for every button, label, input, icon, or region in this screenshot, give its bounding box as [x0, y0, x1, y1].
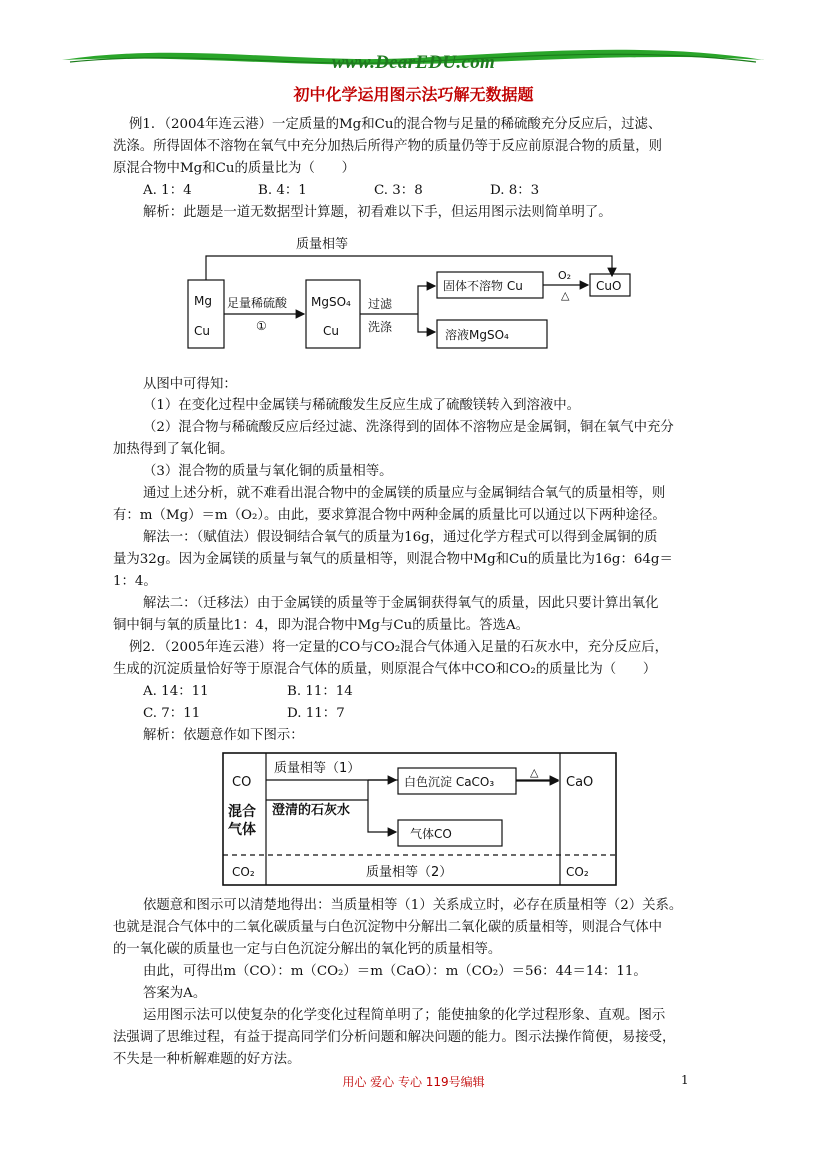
site-brand: www.DearEDU.com	[331, 52, 496, 73]
page-number: 1	[681, 1073, 689, 1087]
text-line: 通过上述分析，就不难看出混合物中的金属镁的质量应与金属铜结合氧气的质量相等，则	[143, 486, 666, 501]
text-line: 洗涤。所得固体不溶物在氧气中充分加热后所得产物的质量仍等于反应前原混合物的质量，则	[113, 139, 663, 154]
d2-cao: CaO	[566, 775, 594, 790]
text-line: 由此，可得出m（CO）：m（CO₂）＝m（CaO）：m（CO₂）＝56：44＝14：11。	[143, 964, 647, 979]
option-a: A. 1：4	[143, 183, 192, 198]
d2-lime: 澄清的石灰水	[272, 803, 351, 818]
text-line: 从图中可得知：	[143, 377, 237, 392]
text-line: 1：4。	[113, 574, 157, 589]
d2-equal1: 质量相等（1）	[274, 761, 361, 776]
diagram-mg-cu	[180, 228, 640, 358]
text-line: 有：m（Mg）＝m（O₂）。由此，要求算混合物中两种金属的质量比可以通过以下两种途径。	[113, 508, 666, 523]
d1-mix-bottom: Cu	[194, 324, 210, 338]
d2-precip: 白色沉淀 CaCO₃	[404, 775, 495, 789]
text-line: 运用图示法可以使复杂的化学变化过程简单明了；能使抽象的化学过程形象、直观。图示	[143, 1008, 666, 1023]
text-line: 加热得到了氧化铜。	[113, 442, 234, 457]
d1-solution: 溶液MgSO₄	[445, 328, 509, 342]
d1-o2: O₂	[558, 269, 572, 282]
text-line: 生成的沉淀质量恰好等于原混合气体的质量，则原混合气体中CO和CO₂的质量比为（ ）	[113, 662, 657, 677]
d2-mix1: 混合	[228, 804, 256, 820]
d1-product: CuO	[596, 279, 622, 293]
text-line: （2）混合物与稀硫酸反应后经过滤、洗涤得到的固体不溶物应是金属铜，铜在氧气中充分	[143, 420, 674, 435]
d2-mix2: 气体	[228, 822, 256, 838]
text-line: 法强调了思维过程，有益于提高同学们分析问题和解决问题的能力。图示法操作简便，易接受，	[113, 1030, 676, 1045]
d2-heat: △	[530, 766, 539, 779]
text-line: 解法一：（赋值法）假设铜结合氧气的质量为16g，通过化学方程式可以得到金属铜的质	[143, 530, 658, 545]
text-line: 解析：此题是一道无数据型计算题，初看难以下手，但运用图示法则简单明了。	[143, 205, 612, 220]
text-line: 也就是混合气体中的二氧化碳质量与白色沉淀物中分解出二氧化碳的质量相等，则混合气体中	[113, 920, 663, 935]
d1-solid: 固体不溶物 Cu	[443, 279, 523, 293]
text-line: 例1．（2004年连云港）一定质量的Mg和Cu的混合物与足量的稀硫酸充分反应后，过滤、	[129, 117, 662, 132]
text-line: 不失是一种析解难题的好方法。	[113, 1052, 301, 1067]
option-b: B. 4：1	[258, 183, 307, 198]
text-line: 原混合物中Mg和Cu的质量比为（ ）	[113, 161, 356, 176]
d2-co2-left: CO₂	[232, 865, 255, 879]
text-line: （3）混合物的质量与氧化铜的质量相等。	[143, 464, 393, 479]
d1-reagent: 足量稀硫酸	[227, 296, 288, 310]
text-line: 解析：依题意作如下图示：	[143, 728, 304, 743]
d1-heat: △	[561, 289, 570, 302]
d1-mix-top: Mg	[194, 294, 212, 308]
page-footer: 用心 爱心 专心 119号编辑	[342, 1075, 485, 1089]
text-line: 解法二：（迁移法）由于金属镁的质量等于金属铜获得氧气的质量，因此只要计算出氧化	[143, 596, 659, 611]
page-title: 初中化学运用图示法巧解无数据题	[293, 85, 534, 104]
d2-co: CO	[232, 775, 252, 790]
d2-gas-co: 气体CO	[410, 827, 452, 841]
d1-op1: 过滤	[368, 297, 393, 311]
text-line: 依题意和图示可以清楚地得出：当质量相等（1）关系成立时，必存在质量相等（2）关系。	[143, 898, 683, 913]
option-c: C. 7：11	[143, 706, 201, 721]
d2-equal2: 质量相等（2）	[366, 865, 453, 880]
d1-mid-bottom: Cu	[323, 324, 339, 338]
d1-op2: 洗涤	[368, 320, 393, 334]
d1-step: ①	[256, 319, 267, 333]
text-line: 铜中铜与氧的质量比1：4，即为混合物中Mg与Cu的质量比。答选A。	[113, 618, 530, 633]
option-a: A. 14：11	[143, 684, 209, 699]
d1-mid-top: MgSO₄	[311, 295, 351, 309]
text-line: 答案为A。	[143, 986, 207, 1001]
option-c: C. 3：8	[374, 183, 423, 198]
d2-co2-right: CO₂	[566, 865, 589, 879]
option-d: D. 11：7	[287, 706, 345, 721]
text-line: （1）在变化过程中金属镁与稀硫酸发生反应生成了硫酸镁转入到溶液中。	[143, 398, 581, 413]
option-d: D. 8：3	[490, 183, 540, 198]
text-line: 的一氧化碳的质量也一定与白色沉淀分解出的氧化钙的质量相等。	[113, 942, 502, 957]
option-b: B. 11：14	[287, 684, 353, 699]
text-line: 例2．（2005年连云港）将一定量的CO与CO₂混合气体通入足量的石灰水中，充分反应后，	[129, 640, 668, 655]
diagram-co-co2	[222, 752, 618, 888]
text-line: 量为32g。因为金属镁的质量与氧气的质量相等，则混合物中Mg和Cu的质量比为16g：64g＝	[113, 552, 673, 567]
d1-top-label: 质量相等	[296, 237, 349, 252]
